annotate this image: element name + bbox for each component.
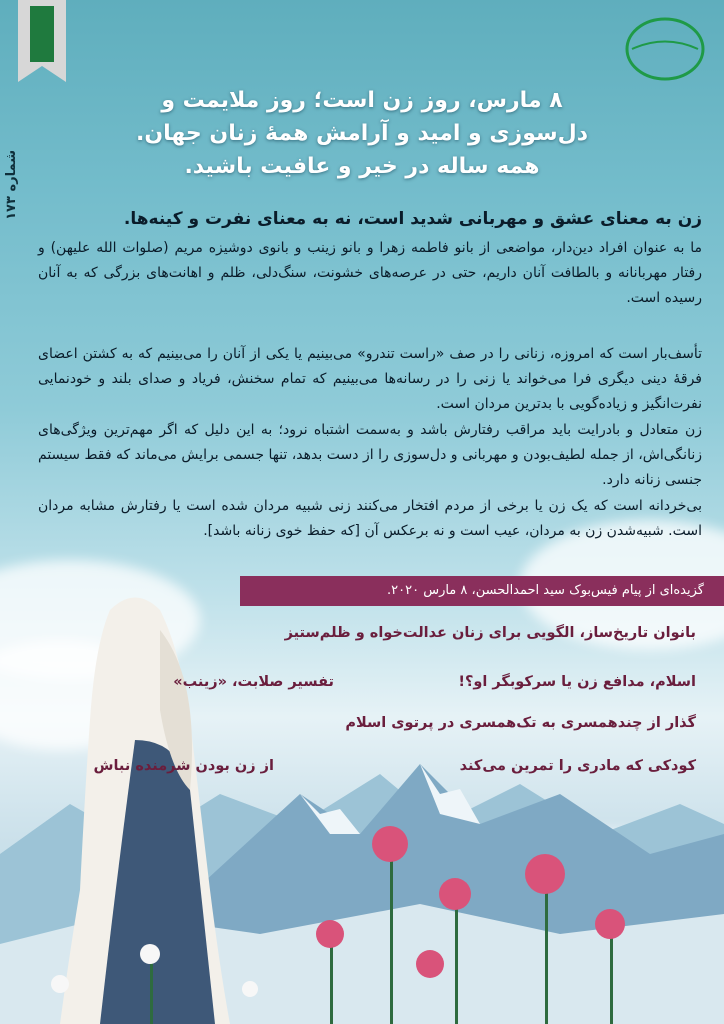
issue-number: شماره ۱۷۳ — [4, 150, 19, 220]
article-link[interactable]: بانوان تاریخ‌ساز، الگویی برای زنان عدالت‌خواه و ظلم‌ستیز — [284, 625, 696, 641]
headline-line: همه ساله در خیر و عافیت باشید. — [184, 154, 540, 179]
article-link[interactable]: تفسیر صلابت، «زینب» — [173, 674, 334, 690]
banner-flag — [18, 0, 66, 82]
paragraph: بی‌خردانه است که یک زن یا برخی از مردم افتخار می‌کنند زنی شبیه مردان شده است یا رفتارش مشابه مردان است. شبیه‌شدن زن به مردان، عیب است و نه برعکس آن [که حفظ خوی زنانه باشد]. — [38, 498, 702, 539]
article-link[interactable]: کودکی که مادری را تمرین می‌کند — [459, 758, 696, 774]
headline-line: ۸ مارس، روز زن است؛ روز ملایمت و — [161, 88, 563, 113]
logo — [622, 14, 708, 84]
subtitle: زن به معنای عشق و مهربانی شدید است، نه به معنای نفرت و کینه‌ها. — [123, 209, 702, 229]
article-link[interactable]: اسلام، مدافع زن یا سرکوبگر او؟! — [458, 674, 696, 690]
paragraph: تأسف‌بار است که امروزه، زنانی را در صف «راست تندرو» می‌بینیم یا یکی از آنان را می‌بینیم که به کشتن اعضای فرقهٔ دینی دیگری فرا می‌خواند یا زنی را در رسانه‌ها می‌بینیم که تمام سخنش، فریاد و صدای بلند و خودنمایی نفرت‌انگیز و زیاده‌گویی با بدترین مردان است. — [38, 346, 702, 412]
article-link[interactable]: گذار از چندهمسری به تک‌همسری در پرتوی اسلام — [345, 715, 696, 731]
headline — [90, 84, 634, 183]
paragraph: زن متعادل و بادرایت باید مراقب رفتارش باشد و به‌سمت اشتباه نرود؛ به این دلیل که اگر مهم‌ترین ویژگی‌های زنانگی‌اش، از جمله لطیف‌بودن و مهربانی و دل‌سوزی را از دست بدهد، تنها جسمی برایش می‌ماند که فقط سیستم جنسی زنانه دارد. — [38, 422, 702, 488]
flowers-illustration — [0, 784, 724, 1024]
globe-icon — [622, 14, 708, 84]
headline-line: دل‌سوزی و امید و آرامش همهٔ زنان جهان. — [136, 121, 588, 146]
source-caption: گزیده‌ای از پیام فیس‌بوک سید احمدالحسن، ۸ مارس ۲۰۲۰. — [240, 576, 724, 606]
article-link[interactable]: از زن بودن شرمنده نباش — [93, 758, 274, 774]
paragraph: ما به عنوان افراد دین‌دار، مواضعی از بانو فاطمه زهرا و بانو زینب و بانوی دوشیزه مریم (صلوات الله علیهن) و رفتار مهربانانه و بالطافت آنان داریم، حتی در عرصه‌های خشونت، سنگ‌دلی، ظلم و اهانت‌های بزرگی که به آنان رسیده است. — [38, 240, 702, 306]
